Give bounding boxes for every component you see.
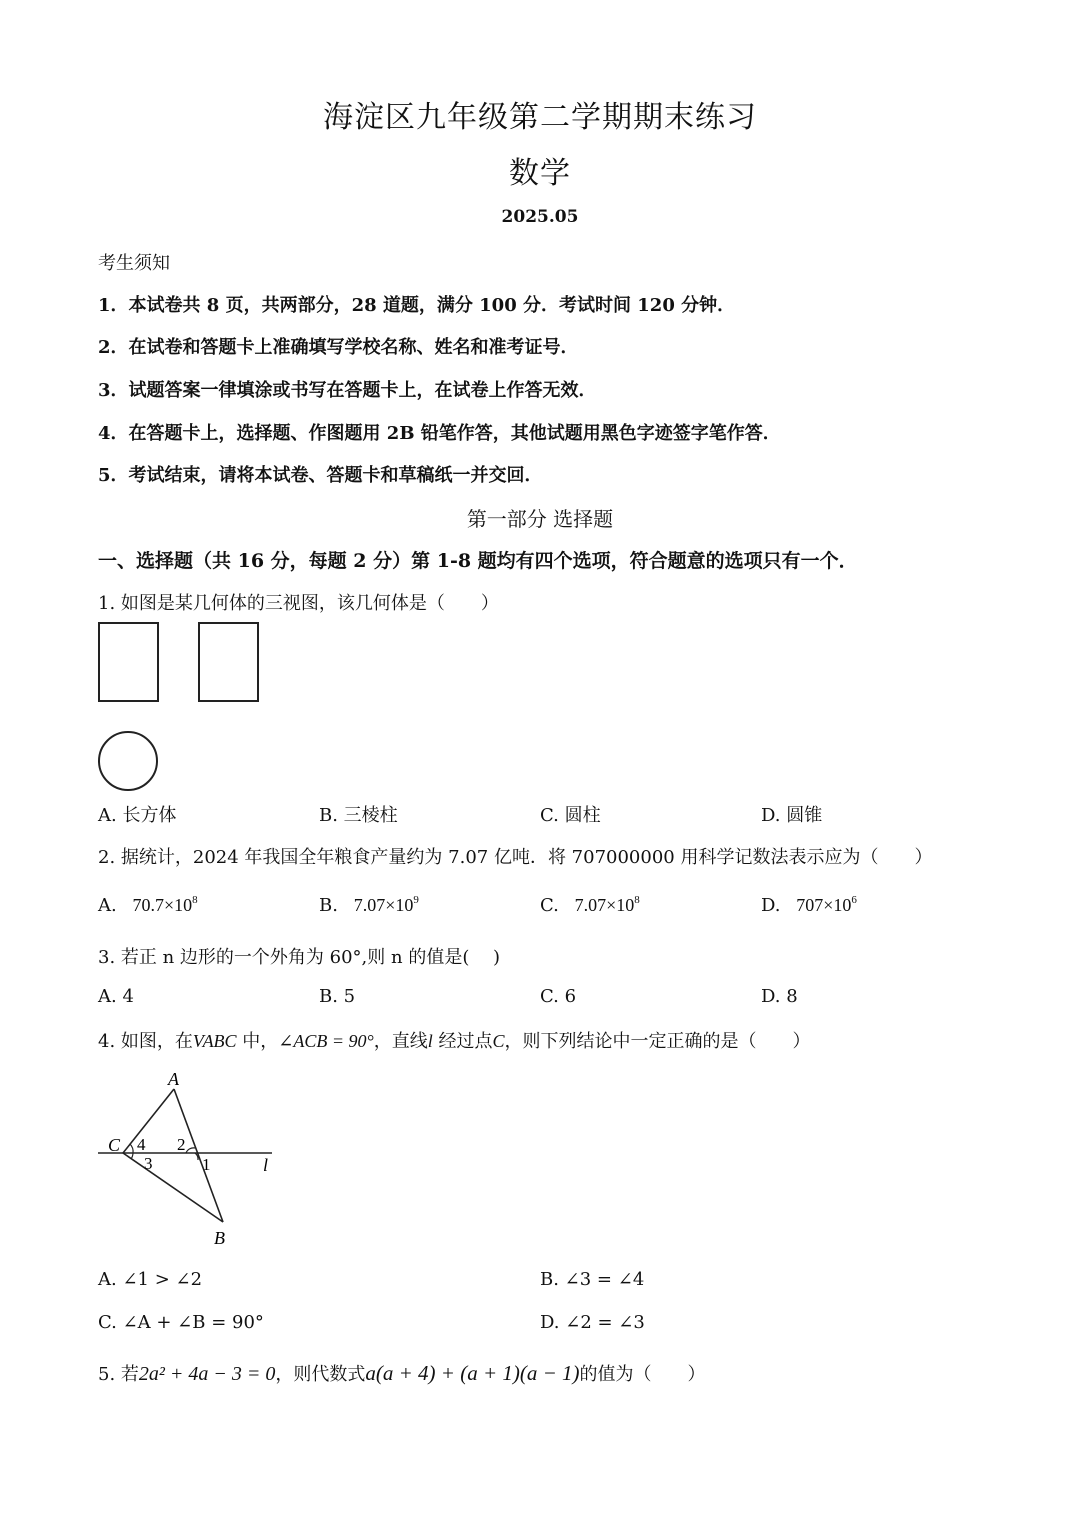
triangle-symbol: VABC (192, 1031, 237, 1051)
label-angle-3: 3 (144, 1154, 153, 1173)
option-exponent: 9 (413, 894, 419, 906)
question-4-option-b: B. ∠3 = ∠4 (540, 1269, 645, 1290)
option-value: 707×10 (796, 895, 852, 915)
option-exponent: 8 (192, 894, 198, 906)
question-2-stem: 2. 据统计，2024 年我国全年粮食产量约为 7.07 亿吨．将 707000000 用科学记数法表示应为（ ） (98, 847, 933, 868)
angle-4-arc (130, 1144, 133, 1153)
stem-part: ，则代数式 (275, 1364, 366, 1385)
stem-part: 经过点 (432, 1031, 493, 1052)
part-title: 第一部分 选择题 (466, 507, 614, 531)
question-4-option-d: D. ∠2 = ∠3 (540, 1312, 645, 1333)
label-b: B (214, 1228, 225, 1248)
option-value: 70.7×10 (132, 895, 193, 915)
point-symbol: C (492, 1031, 505, 1051)
option-exponent: 8 (634, 894, 640, 906)
question-2-option-a (98, 894, 198, 916)
notice-item-5: 5．考试结束，请将本试卷、答题卡和草稿纸一并交回． (98, 465, 543, 486)
question-1-figure (90, 615, 280, 800)
label-l: l (263, 1155, 269, 1175)
question-2-option-c (540, 894, 640, 916)
segment-ca (123, 1089, 174, 1153)
stem-part: 4. 如图，在 (98, 1031, 193, 1052)
question-1-stem: 1. 如图是某几何体的三视图，该几何体是（ ） (98, 593, 499, 614)
question-1-option-a: A. 长方体 (98, 805, 177, 826)
question-1-option-d: D. 圆锥 (761, 805, 823, 826)
option-label: B. (319, 895, 338, 916)
question-3-option-d: D. 8 (761, 986, 798, 1007)
question-3-stem: 3. 若正 n 边形的一个外角为 60°,则 n 的值是( ) (98, 947, 501, 968)
option-label: A. (98, 895, 117, 916)
stem-part: 5. 若 (98, 1364, 139, 1385)
question-4-stem (98, 1027, 811, 1053)
label-angle-4: 4 (137, 1135, 146, 1154)
question-3-option-c: C. 6 (540, 986, 577, 1007)
label-c: C (108, 1135, 121, 1155)
stem-part: 的值为（ ） (579, 1364, 706, 1385)
condition-equation: 2a² + 4a − 3 = 0 (138, 1363, 276, 1385)
section-heading: 一、选择题（共 16 分，每题 2 分）第 1-8 题均有四个选项，符合题意的选项只有一个． (98, 550, 858, 572)
question-2-option-b (319, 894, 419, 916)
option-label: D. (761, 895, 781, 916)
stem-part: 中， (236, 1031, 279, 1052)
notice-item-2: 2．在试卷和答题卡上准确填写学校名称、姓名和准考证号． (98, 337, 579, 358)
question-1-option-b: B. 三棱柱 (319, 805, 398, 826)
label-angle-2: 2 (177, 1135, 186, 1154)
front-view-rect (99, 623, 158, 701)
option-value: 7.07×10 (353, 895, 414, 915)
top-view-circle (99, 732, 157, 790)
notice-item-1: 1．本试卷共 8 页，共两部分，28 道题，满分 100 分．考试时间 120 分钟． (98, 295, 736, 316)
notice-heading: 考生须知 (98, 253, 170, 274)
option-exponent: 6 (851, 894, 857, 906)
subject-title: 数学 (509, 156, 571, 191)
option-value: 7.07×10 (574, 895, 635, 915)
exam-title: 海淀区九年级第二学期期末练习 (323, 100, 757, 135)
notice-item-4: 4．在答题卡上，选择题、作图题用 2B 铅笔作答，其他试题用黑色字迹签字笔作答． (98, 423, 781, 444)
side-view-rect (199, 623, 258, 701)
question-3-option-a: A. 4 (98, 986, 134, 1007)
question-1-option-c: C. 圆柱 (540, 805, 601, 826)
angle-3-arc (131, 1153, 133, 1159)
option-label: C. (540, 895, 559, 916)
algebraic-expression: a(a + 4) + (a + 1)(a − 1) (365, 1361, 580, 1385)
question-2-option-d (761, 894, 857, 916)
notice-item-3: 3．试题答案一律填涂或书写在答题卡上，在试卷上作答无效． (98, 380, 597, 401)
question-3-option-b: B. 5 (319, 986, 356, 1007)
line-symbol: l (427, 1031, 433, 1051)
label-a: A (168, 1069, 179, 1089)
label-angle-1: 1 (202, 1155, 211, 1174)
exam-date: 2025.05 (501, 207, 579, 227)
question-4-option-a: A. ∠1 > ∠2 (98, 1269, 203, 1290)
question-4-figure (90, 1062, 290, 1252)
question-4-option-c: C. ∠A + ∠B = 90° (98, 1312, 264, 1333)
question-5-stem (98, 1360, 706, 1386)
angle-expression: ∠ACB = 90° (278, 1031, 374, 1051)
segment-ab (174, 1089, 223, 1222)
stem-part: ，则下列结论中一定正确的是（ ） (504, 1031, 811, 1052)
stem-part: ，直线 (373, 1031, 428, 1052)
